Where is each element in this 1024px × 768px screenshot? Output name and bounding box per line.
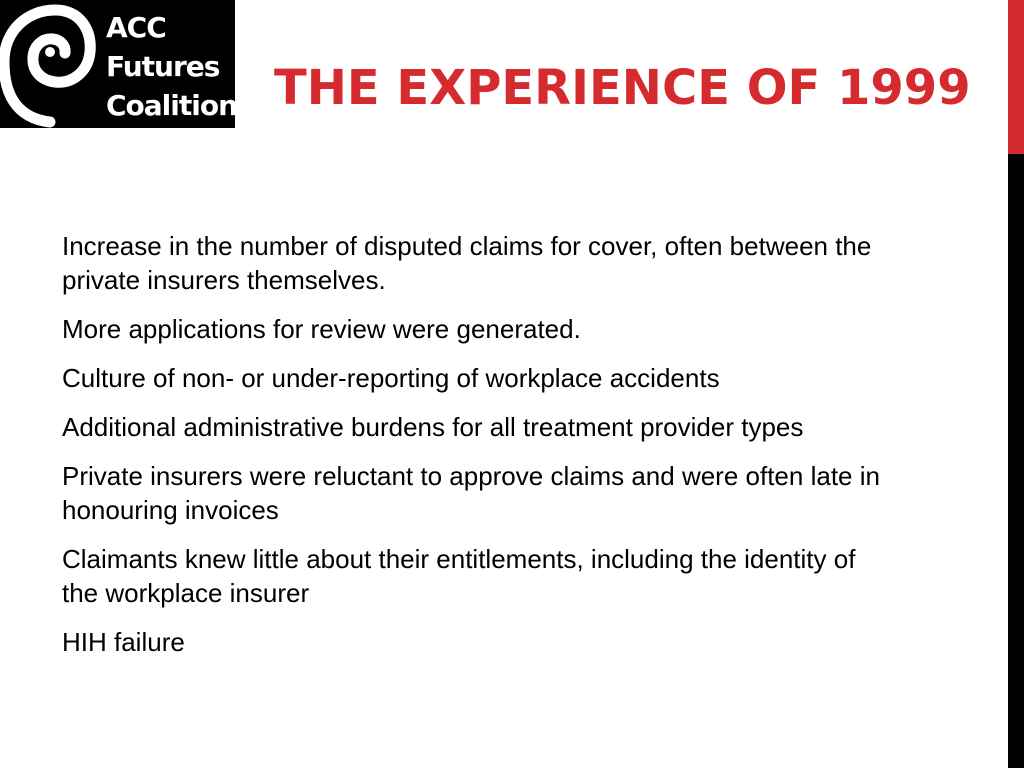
side-accent-bar-red bbox=[1008, 0, 1024, 154]
logo-text bbox=[106, 8, 237, 125]
bullet-list bbox=[62, 229, 892, 674]
acc-futures-coalition-logo bbox=[0, 0, 238, 128]
list-item: Private insurers were reluctant to approve claims and were often late in honouring invoices bbox=[62, 461, 880, 525]
list-item: Increase in the number of disputed claims for cover, often between the private insurers themselves. bbox=[62, 231, 872, 295]
side-accent-bar-black bbox=[1008, 154, 1024, 768]
list-item: Culture of non- or under-reporting of workplace accidents bbox=[62, 363, 720, 393]
list-item: HIH failure bbox=[62, 627, 185, 657]
logo-line-coalition: Coalition bbox=[106, 89, 238, 122]
logo-line-futures: Futures bbox=[106, 50, 220, 83]
spiral-icon bbox=[0, 0, 100, 128]
list-item: Claimants knew little about their entitlements, including the identity of the workplace insurer bbox=[62, 544, 856, 608]
list-item: Additional administrative burdens for all treatment provider types bbox=[62, 412, 804, 442]
slide-title: THE EXPERIENCE OF 1999 bbox=[274, 60, 971, 116]
list-item: More applications for review were generated. bbox=[62, 314, 581, 344]
logo-line-acc: ACC bbox=[106, 11, 166, 44]
